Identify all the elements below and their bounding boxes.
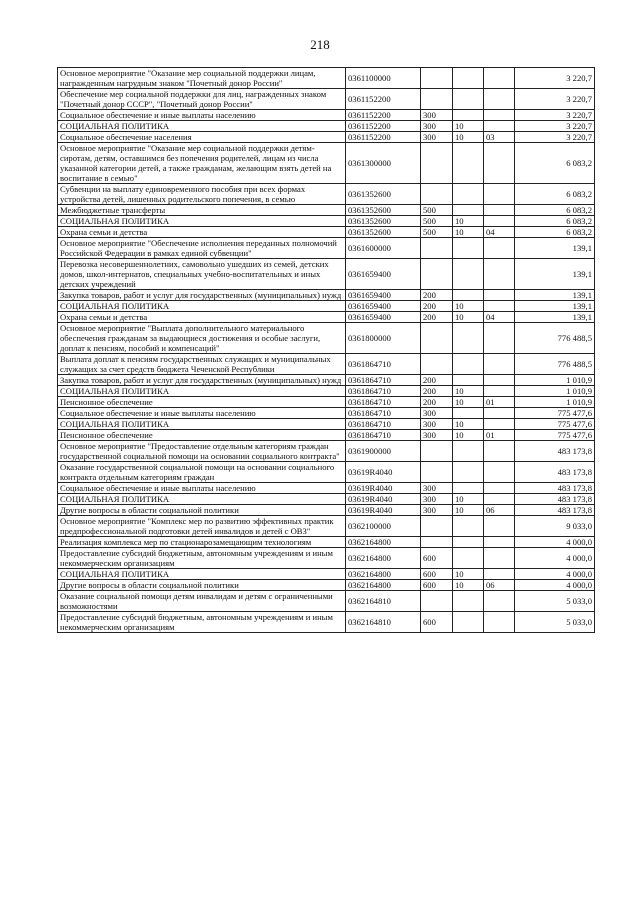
expense-type-code-cell: 200 [421,301,453,312]
table-row [58,580,595,591]
section-code-cell: 10 [453,397,484,408]
target-article-code-cell: 0361659400 [346,290,421,301]
row-name-cell: Межбюджетные трансферты [58,205,346,216]
row-name-cell: СОЦИАЛЬНАЯ ПОЛИТИКА [58,121,346,132]
row-name-cell: Пенсионное обеспечение [58,397,346,408]
amount-cell: 139,1 [515,238,595,259]
subsection-code-cell [484,591,515,612]
target-article-code-cell: 0361864710 [346,397,421,408]
subsection-code-cell [484,612,515,633]
table-row [58,386,595,397]
row-name-cell: Социальное обеспечение и иные выплаты населению [58,110,346,121]
section-code-cell [453,483,484,494]
target-article-code-cell: 03619R4040 [346,494,421,505]
target-article-code-cell: 0362164800 [346,569,421,580]
expense-type-code-cell [421,516,453,537]
row-name-cell: Основное мероприятие "Оказание мер социальной поддержки детям-сиротам, детям, оставшимся без попечения родителей, лицам из числа указанной категории детей, а также гражданам, желающим взять детей на воспитание в семью" [58,143,346,184]
subsection-code-cell [484,354,515,375]
amount-cell: 1 010,9 [515,375,595,386]
amount-cell: 3 220,7 [515,68,595,89]
table-row [58,505,595,516]
section-code-cell [453,375,484,386]
subsection-code-cell [484,537,515,548]
row-name-cell: Социальное обеспечение населения [58,132,346,143]
target-article-code-cell: 0362100000 [346,516,421,537]
subsection-code-cell: 04 [484,312,515,323]
amount-cell: 139,1 [515,312,595,323]
subsection-code-cell [484,483,515,494]
target-article-code-cell: 03619R4040 [346,462,421,483]
amount-cell: 6 083,2 [515,205,595,216]
row-name-cell: Закупка товаров, работ и услуг для государственных (муниципальных) нужд [58,290,346,301]
section-code-cell: 10 [453,312,484,323]
amount-cell: 3 220,7 [515,121,595,132]
target-article-code-cell: 0362164800 [346,537,421,548]
subsection-code-cell [484,184,515,205]
target-article-code-cell: 0361900000 [346,441,421,462]
subsection-code-cell [484,323,515,354]
subsection-code-cell: 01 [484,397,515,408]
expense-type-code-cell [421,537,453,548]
row-name-cell: Основное мероприятие "Предоставление отдельным категориям граждан государственной социальной помощи на основании социального контракта" [58,441,346,462]
table-row [58,419,595,430]
row-name-cell: СОЦИАЛЬНАЯ ПОЛИТИКА [58,569,346,580]
target-article-code-cell: 0361864710 [346,408,421,419]
target-article-code-cell: 0361864710 [346,430,421,441]
amount-cell: 139,1 [515,290,595,301]
table-row [58,375,595,386]
row-name-cell: Основное мероприятие "Комплекс мер по развитию эффективных практик предпрофессиональной подготовки детей инвалидов и детей с ОВЗ" [58,516,346,537]
budget-table [57,67,595,633]
row-name-cell: Предоставление субсидий бюджетным, автономным учреждениям и иным некоммерческим организациям [58,612,346,633]
table-row [58,397,595,408]
target-article-code-cell: 03619R4040 [346,505,421,516]
expense-type-code-cell [421,323,453,354]
table-row [58,494,595,505]
table-row [58,143,595,184]
expense-type-code-cell: 600 [421,569,453,580]
amount-cell: 483 173,8 [515,483,595,494]
row-name-cell: Субвенции на выплату единовременного пособия при всех формах устройства детей, лишенных родительского попечения, в семью [58,184,346,205]
table-row [58,516,595,537]
amount-cell: 3 220,7 [515,110,595,121]
subsection-code-cell [484,205,515,216]
subsection-code-cell [484,516,515,537]
section-code-cell [453,462,484,483]
section-code-cell: 10 [453,569,484,580]
section-code-cell [453,408,484,419]
amount-cell: 1 010,9 [515,397,595,408]
section-code-cell: 10 [453,301,484,312]
amount-cell: 4 000,0 [515,569,595,580]
expense-type-code-cell [421,259,453,290]
section-code-cell: 10 [453,505,484,516]
subsection-code-cell [484,548,515,569]
row-name-cell: СОЦИАЛЬНАЯ ПОЛИТИКА [58,386,346,397]
amount-cell: 3 220,7 [515,132,595,143]
expense-type-code-cell: 200 [421,312,453,323]
amount-cell: 5 033,0 [515,612,595,633]
expense-type-code-cell [421,238,453,259]
section-code-cell [453,205,484,216]
section-code-cell [453,591,484,612]
row-name-cell: СОЦИАЛЬНАЯ ПОЛИТИКА [58,419,346,430]
subsection-code-cell [484,441,515,462]
amount-cell: 776 488,5 [515,323,595,354]
section-code-cell: 10 [453,132,484,143]
table-row [58,216,595,227]
section-code-cell [453,110,484,121]
section-code-cell [453,143,484,184]
expense-type-code-cell [421,354,453,375]
subsection-code-cell [484,569,515,580]
target-article-code-cell: 0362164810 [346,591,421,612]
amount-cell: 3 220,7 [515,89,595,110]
target-article-code-cell: 0362164810 [346,612,421,633]
target-article-code-cell: 0361800000 [346,323,421,354]
subsection-code-cell [484,68,515,89]
row-name-cell: СОЦИАЛЬНАЯ ПОЛИТИКА [58,301,346,312]
expense-type-code-cell: 600 [421,580,453,591]
table-row [58,184,595,205]
row-name-cell: СОЦИАЛЬНАЯ ПОЛИТИКА [58,216,346,227]
target-article-code-cell: 0361352600 [346,216,421,227]
expense-type-code-cell: 500 [421,227,453,238]
section-code-cell: 10 [453,494,484,505]
expense-type-code-cell: 600 [421,548,453,569]
row-name-cell: Выплата доплат к пенсиям государственных служащих и муниципальных служащих за счет средств бюджета Чеченской Республики [58,354,346,375]
section-code-cell: 10 [453,121,484,132]
expense-type-code-cell: 300 [421,483,453,494]
target-article-code-cell: 0361152200 [346,110,421,121]
target-article-code-cell: 0361152200 [346,121,421,132]
subsection-code-cell [484,375,515,386]
amount-cell: 483 173,8 [515,505,595,516]
target-article-code-cell: 0361659400 [346,259,421,290]
row-name-cell: Оказание государственной социальной помощи на основании социального контракта отдельным категориям граждан [58,462,346,483]
section-code-cell [453,612,484,633]
expense-type-code-cell [421,143,453,184]
table-row [58,290,595,301]
row-name-cell: Охрана семьи и детства [58,312,346,323]
subsection-code-cell [484,494,515,505]
expense-type-code-cell: 200 [421,375,453,386]
table-row [58,430,595,441]
table-row [58,408,595,419]
expense-type-code-cell [421,89,453,110]
expense-type-code-cell: 300 [421,110,453,121]
target-article-code-cell: 0361864710 [346,375,421,386]
table-row [58,441,595,462]
section-code-cell [453,323,484,354]
section-code-cell [453,548,484,569]
expense-type-code-cell: 200 [421,290,453,301]
amount-cell: 6 083,2 [515,216,595,227]
expense-type-code-cell: 300 [421,408,453,419]
table-row [58,301,595,312]
amount-cell: 775 477,6 [515,419,595,430]
row-name-cell: Социальное обеспечение и иные выплаты населению [58,483,346,494]
row-name-cell: Другие вопросы в области социальной политики [58,505,346,516]
target-article-code-cell: 0361352600 [346,205,421,216]
section-code-cell [453,184,484,205]
table-row [58,569,595,580]
subsection-code-cell [484,216,515,227]
subsection-code-cell [484,259,515,290]
expense-type-code-cell [421,591,453,612]
amount-cell: 139,1 [515,259,595,290]
subsection-code-cell: 04 [484,227,515,238]
subsection-code-cell: 01 [484,430,515,441]
expense-type-code-cell: 300 [421,505,453,516]
expense-type-code-cell: 600 [421,612,453,633]
subsection-code-cell: 03 [484,132,515,143]
row-name-cell: Социальное обеспечение и иные выплаты населению [58,408,346,419]
section-code-cell: 10 [453,216,484,227]
section-code-cell: 10 [453,227,484,238]
expense-type-code-cell: 300 [421,419,453,430]
subsection-code-cell [484,290,515,301]
table-row [58,205,595,216]
table-row [58,238,595,259]
table-row [58,68,595,89]
row-name-cell: Предоставление субсидий бюджетным, автономным учреждениям и иным некоммерческим организациям [58,548,346,569]
amount-cell: 9 033,0 [515,516,595,537]
table-row [58,548,595,569]
target-article-code-cell: 0361352600 [346,227,421,238]
amount-cell: 483 173,8 [515,494,595,505]
table-row [58,227,595,238]
subsection-code-cell [484,110,515,121]
subsection-code-cell [484,143,515,184]
amount-cell: 4 000,0 [515,537,595,548]
amount-cell: 776 488,5 [515,354,595,375]
expense-type-code-cell [421,441,453,462]
amount-cell: 775 477,6 [515,408,595,419]
subsection-code-cell: 06 [484,580,515,591]
target-article-code-cell: 0361659400 [346,301,421,312]
table-row [58,89,595,110]
row-name-cell: СОЦИАЛЬНАЯ ПОЛИТИКА [58,494,346,505]
section-code-cell: 10 [453,580,484,591]
table-row [58,323,595,354]
amount-cell: 4 000,0 [515,580,595,591]
subsection-code-cell [484,386,515,397]
amount-cell: 6 083,2 [515,227,595,238]
expense-type-code-cell: 300 [421,430,453,441]
amount-cell: 483 173,8 [515,441,595,462]
row-name-cell: Обеспечение мер социальной поддержки для лиц, награжденных знаком "Почетный донор СССР", "Почетный донор России" [58,89,346,110]
expense-type-code-cell: 500 [421,205,453,216]
expense-type-code-cell [421,462,453,483]
amount-cell: 1 010,9 [515,386,595,397]
row-name-cell: Другие вопросы в области социальной политики [58,580,346,591]
target-article-code-cell: 0362164800 [346,548,421,569]
amount-cell: 4 000,0 [515,548,595,569]
section-code-cell: 10 [453,430,484,441]
table-row [58,259,595,290]
target-article-code-cell: 0361864710 [346,354,421,375]
amount-cell: 6 083,2 [515,184,595,205]
amount-cell: 775 477,6 [515,430,595,441]
target-article-code-cell: 0361152200 [346,132,421,143]
expense-type-code-cell: 300 [421,494,453,505]
target-article-code-cell: 0361300000 [346,143,421,184]
target-article-code-cell: 0361864710 [346,386,421,397]
section-code-cell: 10 [453,419,484,430]
table-row [58,591,595,612]
expense-type-code-cell [421,184,453,205]
section-code-cell [453,537,484,548]
target-article-code-cell: 0361152200 [346,89,421,110]
table-row [58,354,595,375]
section-code-cell: 10 [453,386,484,397]
subsection-code-cell [484,121,515,132]
section-code-cell [453,354,484,375]
amount-cell: 139,1 [515,301,595,312]
section-code-cell [453,290,484,301]
amount-cell: 5 033,0 [515,591,595,612]
table-row [58,462,595,483]
budget-table-body [58,68,595,633]
section-code-cell [453,238,484,259]
subsection-code-cell [484,419,515,430]
row-name-cell: Оказание социальной помощи детям инвалидам и детям с ограниченными возможностями [58,591,346,612]
table-row [58,312,595,323]
amount-cell: 483 173,8 [515,462,595,483]
page-number: 218 [310,37,330,52]
target-article-code-cell: 03619R4040 [346,483,421,494]
subsection-code-cell [484,89,515,110]
row-name-cell: Основное мероприятие "Выплата дополнительного материального обеспечения гражданам за выдающиеся достижения и особые заслуги, доплат к пенсиям, пособий и компенсаций" [58,323,346,354]
target-article-code-cell: 0361600000 [346,238,421,259]
table-row [58,121,595,132]
row-name-cell: Основное мероприятие "Оказание мер социальной поддержки лицам, награжденным нагрудным знаком "Почетный донор России" [58,68,346,89]
target-article-code-cell: 0361864710 [346,419,421,430]
row-name-cell: Закупка товаров, работ и услуг для государственных (муниципальных) нужд [58,375,346,386]
row-name-cell: Охрана семьи и детства [58,227,346,238]
expense-type-code-cell: 300 [421,132,453,143]
expense-type-code-cell: 200 [421,397,453,408]
table-row [58,612,595,633]
section-code-cell [453,68,484,89]
amount-cell: 6 083,2 [515,143,595,184]
section-code-cell [453,441,484,462]
row-name-cell: Реализация комплекса мер по стационарозамещающим технологиям [58,537,346,548]
expense-type-code-cell: 500 [421,216,453,227]
expense-type-code-cell: 200 [421,386,453,397]
table-row [58,537,595,548]
subsection-code-cell [484,462,515,483]
table-row [58,110,595,121]
target-article-code-cell: 0362164800 [346,580,421,591]
expense-type-code-cell: 300 [421,121,453,132]
section-code-cell [453,516,484,537]
subsection-code-cell [484,238,515,259]
section-code-cell [453,259,484,290]
section-code-cell [453,89,484,110]
target-article-code-cell: 0361659400 [346,312,421,323]
expense-type-code-cell [421,68,453,89]
row-name-cell: Пенсионное обеспечение [58,430,346,441]
table-row [58,483,595,494]
table-row [58,132,595,143]
subsection-code-cell [484,408,515,419]
row-name-cell: Основное мероприятие "Обеспечение исполнения переданных полномочий Российской Федерации в рамках единой субвенции" [58,238,346,259]
subsection-code-cell: 06 [484,505,515,516]
target-article-code-cell: 0361352600 [346,184,421,205]
target-article-code-cell: 0361100000 [346,68,421,89]
row-name-cell: Перевозка несовершеннолетних, самовольно ушедших из семей, детских домов, школ-интернатов, специальных учебно-воспитательных и иных детских учреждений [58,259,346,290]
subsection-code-cell [484,301,515,312]
